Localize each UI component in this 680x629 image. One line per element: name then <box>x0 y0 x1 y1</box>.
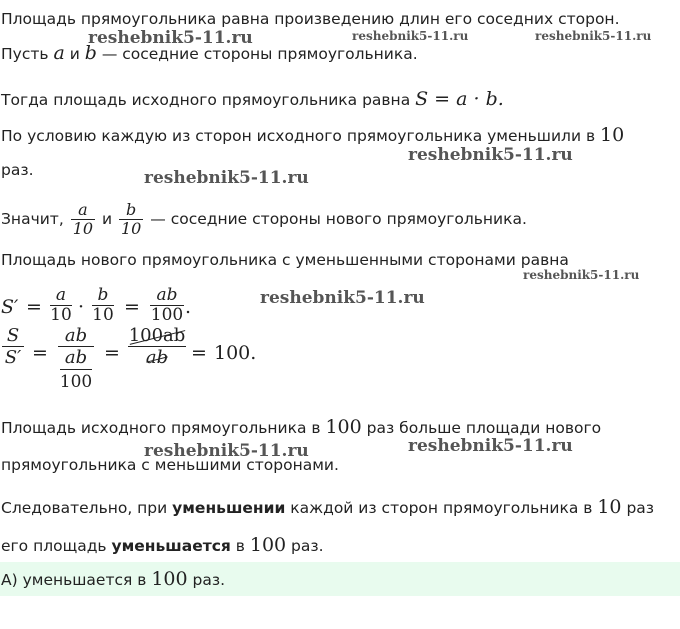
text: А) уменьшается в <box>1 571 152 589</box>
formula-equals: = <box>32 342 48 364</box>
text: раз. <box>187 571 226 589</box>
formula-equals: = <box>26 296 42 318</box>
formula-equals: = <box>104 342 120 364</box>
formula-lhs: S′ <box>1 296 19 318</box>
watermark: reshebnik5-11.ru <box>408 436 573 456</box>
text: Площадь исходного прямоугольника в <box>1 419 326 437</box>
text: раз. <box>286 537 324 555</box>
fraction-numerator: a <box>71 201 95 220</box>
number-100: 100 <box>325 416 362 438</box>
number-100: 100 <box>249 534 287 556</box>
fraction-denominator: 10 <box>50 305 72 325</box>
formula-s-equals-ab: S = a · b. <box>415 88 504 110</box>
watermark: reshebnik5-11.ru <box>535 29 652 43</box>
fraction-cancelled <box>128 325 186 368</box>
fraction-denominator: 10 <box>120 219 142 238</box>
text: По условию каждую из сторон исходного прямоугольника уменьшили в <box>1 127 601 145</box>
formula-equals: = <box>124 296 140 318</box>
fraction-numerator: a <box>50 285 72 306</box>
text: и <box>64 45 85 63</box>
paragraph-conclusion-cont <box>1 535 324 556</box>
paragraph-new-area <box>1 250 569 270</box>
paragraph-conclusion <box>1 497 654 518</box>
fraction-denominator: 100 <box>150 305 184 325</box>
text: каждой из сторон прямоугольника в <box>285 499 598 517</box>
text: раз. <box>1 161 34 179</box>
watermark: reshebnik5-11.ru <box>352 29 469 43</box>
formula-result: 100. <box>214 342 257 364</box>
fraction-numerator: ab <box>150 285 184 306</box>
paragraph-comparison <box>1 417 601 438</box>
answer-text <box>1 569 225 590</box>
watermark: reshebnik5-11.ru <box>88 28 253 48</box>
watermark: reshebnik5-11.ru <box>408 145 573 165</box>
watermark: reshebnik5-11.ru <box>144 441 309 461</box>
fraction-numerator: b <box>119 201 143 220</box>
fraction-numerator <box>128 325 186 347</box>
fraction-denominator: 10 <box>92 305 114 325</box>
number-10: 10 <box>597 496 622 518</box>
fraction-a-over-10 <box>50 285 72 324</box>
fraction-inner-denominator: 100 <box>59 372 93 392</box>
formula-equals: = <box>191 342 207 364</box>
fraction-b-over-10 <box>92 285 114 324</box>
var-b: b <box>84 42 97 64</box>
text: Значит, <box>1 210 69 228</box>
fraction-denominator: S′ <box>4 347 22 368</box>
text: Тогда площадь исходного прямоугольника равна <box>1 91 416 109</box>
paragraph-condition <box>1 125 624 146</box>
text: и <box>97 210 117 228</box>
fraction-ab-over-100 <box>150 285 184 324</box>
fraction-b-over-10 <box>119 201 143 238</box>
cancelled-term: ab <box>145 347 169 368</box>
fraction-numerator: b <box>92 285 114 306</box>
text: в <box>230 537 250 555</box>
number-10: 10 <box>600 124 625 146</box>
paragraph-rectangle-area <box>1 9 620 29</box>
number-100: 100 <box>151 568 188 590</box>
text: раз <box>621 499 655 517</box>
text: прямоугольника с меньшими сторонами. <box>1 456 339 474</box>
paragraph-original-area <box>1 89 504 110</box>
fraction-numerator: S <box>2 325 24 347</box>
paragraph-times <box>1 160 34 180</box>
fraction-numerator: ab <box>58 325 94 347</box>
formula-period: . <box>185 296 192 318</box>
text: раз больше площади нового <box>361 419 602 437</box>
text: Пусть <box>1 45 54 63</box>
fraction-a-over-10 <box>71 201 95 238</box>
text: Площадь нового прямоугольника с уменьшенными сторонами равна <box>1 251 569 269</box>
answer-box <box>0 562 680 596</box>
fraction-ab-over-ab-100 <box>58 325 94 394</box>
watermark: reshebnik5-11.ru <box>144 168 309 188</box>
watermark: reshebnik5-11.ru <box>523 268 640 282</box>
bold-text: уменьшается <box>111 537 231 555</box>
fraction-s-over-s-prime <box>2 325 24 368</box>
text: его площадь <box>1 537 112 555</box>
fraction-denominator <box>128 347 186 368</box>
formula-dot: · <box>78 296 85 318</box>
bold-text: уменьшении <box>172 499 286 517</box>
var-a: a <box>53 42 65 64</box>
fraction-denominator: 10 <box>72 219 94 238</box>
text: Площадь прямоугольника равна произведению длин его соседних сторон. <box>1 10 620 28</box>
text: Следовательно, при <box>1 499 173 517</box>
watermark: reshebnik5-11.ru <box>260 288 425 308</box>
paragraph-new-sides <box>1 200 527 238</box>
cancelled-term: 100ab <box>128 325 186 346</box>
text: — соседние стороны нового прямоугольника. <box>145 210 527 228</box>
text: — соседние стороны прямоугольника. <box>96 45 418 63</box>
fraction-inner-numerator: ab <box>60 347 92 370</box>
